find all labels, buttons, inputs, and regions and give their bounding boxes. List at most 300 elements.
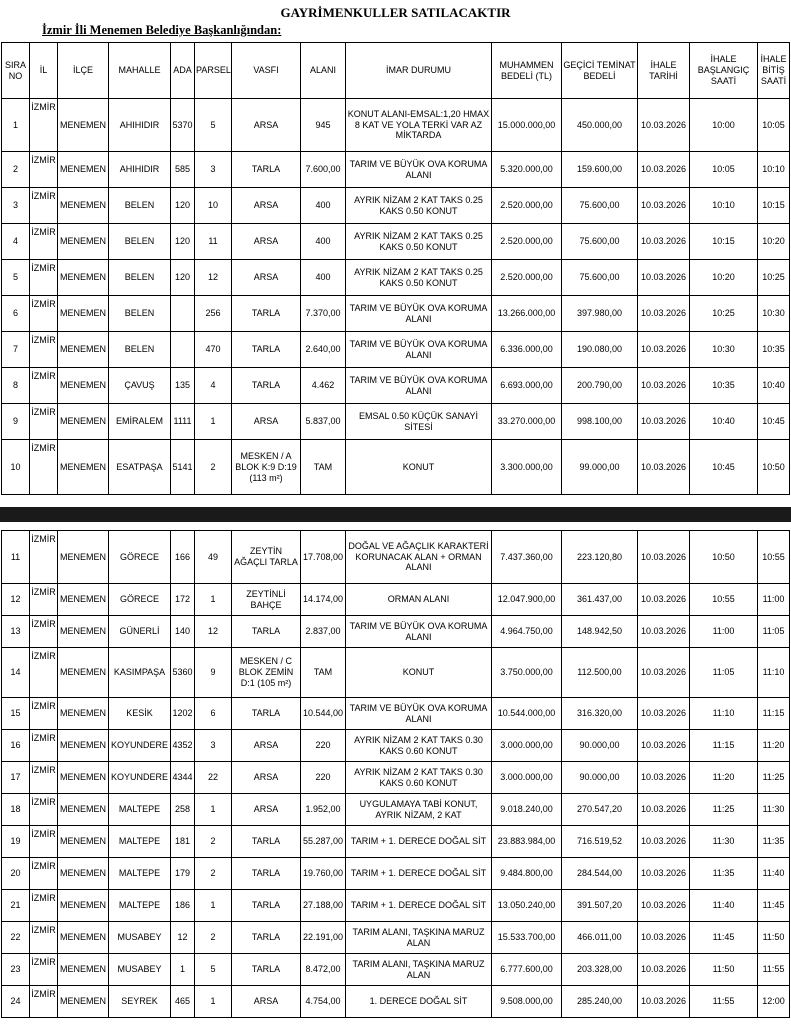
cell-tarih: 10.03.2026 xyxy=(638,616,690,648)
cell-imar: TARIM VE BÜYÜK OVA KORUMA ALANI xyxy=(346,332,492,368)
cell-tarih: 10.03.2026 xyxy=(638,986,690,1018)
cell-alani: TAM xyxy=(301,648,346,698)
cell-il: İZMİR xyxy=(30,332,58,368)
cell-teminat: 450.000,00 xyxy=(562,99,638,152)
table-row xyxy=(2,224,790,260)
cell-baslangic: 10:10 xyxy=(690,188,758,224)
cell-parsel: 256 xyxy=(195,296,232,332)
cell-teminat: 998.100,00 xyxy=(562,404,638,440)
cell-vasfi: TARLA xyxy=(232,616,301,648)
cell-alani: 2.640,00 xyxy=(301,332,346,368)
cell-vasfi: TARLA xyxy=(232,922,301,954)
cell-baslangic: 10:55 xyxy=(690,584,758,616)
table-row xyxy=(2,954,790,986)
cell-mahalle: BELEN xyxy=(109,224,171,260)
cell-ada: 135 xyxy=(171,368,195,404)
cell-ada: 120 xyxy=(171,260,195,296)
cell-teminat: 316.320,00 xyxy=(562,698,638,730)
cell-vasfi: MESKEN / A BLOK K:9 D:19 (113 m²) xyxy=(232,440,301,495)
cell-ada: 258 xyxy=(171,794,195,826)
cell-mahalle: SEYREK xyxy=(109,986,171,1018)
cell-mahalle: MALTEPE xyxy=(109,826,171,858)
table-row xyxy=(2,440,790,495)
cell-muhammen: 2.520.000,00 xyxy=(492,224,562,260)
cell-alani: TAM xyxy=(301,440,346,495)
cell-bitis: 10:15 xyxy=(758,188,790,224)
cell-tarih: 10.03.2026 xyxy=(638,826,690,858)
cell-baslangic: 11:05 xyxy=(690,648,758,698)
cell-parsel: 1 xyxy=(195,794,232,826)
cell-parsel: 10 xyxy=(195,188,232,224)
cell-vasfi: ARSA xyxy=(232,188,301,224)
cell-sira: 4 xyxy=(2,224,30,260)
cell-imar: TARIM + 1. DERECE DOĞAL SİT xyxy=(346,826,492,858)
cell-baslangic: 11:20 xyxy=(690,762,758,794)
table-row xyxy=(2,531,790,584)
cell-sira: 15 xyxy=(2,698,30,730)
cell-tarih: 10.03.2026 xyxy=(638,762,690,794)
cell-ada: 4352 xyxy=(171,730,195,762)
cell-il: İZMİR xyxy=(30,368,58,404)
table-row xyxy=(2,260,790,296)
cell-ilce: MENEMEN xyxy=(58,698,109,730)
cell-mahalle: ESATPAŞA xyxy=(109,440,171,495)
cell-imar: TARIM ALANI, TAŞKINA MARUZ ALAN xyxy=(346,954,492,986)
cell-parsel: 1 xyxy=(195,404,232,440)
cell-mahalle: MALTEPE xyxy=(109,794,171,826)
cell-vasfi: TARLA xyxy=(232,698,301,730)
cell-alani: 27.188,00 xyxy=(301,890,346,922)
cell-il: İZMİR xyxy=(30,616,58,648)
cell-il: İZMİR xyxy=(30,188,58,224)
cell-sira: 10 xyxy=(2,440,30,495)
cell-imar: DOĞAL VE AĞAÇLIK KARAKTERİ KORUNACAK ALAN + ORMAN ALANI xyxy=(346,531,492,584)
cell-il: İZMİR xyxy=(30,296,58,332)
table-row xyxy=(2,986,790,1018)
cell-mahalle: GÜNERLİ xyxy=(109,616,171,648)
table-row xyxy=(2,99,790,152)
cell-alani: 14.174,00 xyxy=(301,584,346,616)
cell-sira: 21 xyxy=(2,890,30,922)
cell-ada: 179 xyxy=(171,858,195,890)
cell-baslangic: 11:00 xyxy=(690,616,758,648)
cell-bitis: 10:10 xyxy=(758,152,790,188)
cell-vasfi: ARSA xyxy=(232,224,301,260)
cell-baslangic: 10:15 xyxy=(690,224,758,260)
cell-ilce: MENEMEN xyxy=(58,440,109,495)
cell-bitis: 11:10 xyxy=(758,648,790,698)
header-parsel: PARSEL xyxy=(195,43,232,99)
cell-bitis: 11:15 xyxy=(758,698,790,730)
cell-il: İZMİR xyxy=(30,698,58,730)
cell-baslangic: 10:20 xyxy=(690,260,758,296)
cell-il: İZMİR xyxy=(30,260,58,296)
cell-il: İZMİR xyxy=(30,826,58,858)
cell-parsel: 2 xyxy=(195,922,232,954)
cell-baslangic: 11:25 xyxy=(690,794,758,826)
cell-ilce: MENEMEN xyxy=(58,296,109,332)
cell-bitis: 10:30 xyxy=(758,296,790,332)
cell-teminat: 285.240,00 xyxy=(562,986,638,1018)
cell-ilce: MENEMEN xyxy=(58,730,109,762)
cell-alani: 7.600,00 xyxy=(301,152,346,188)
cell-alani: 4.462 xyxy=(301,368,346,404)
cell-tarih: 10.03.2026 xyxy=(638,296,690,332)
cell-ilce: MENEMEN xyxy=(58,260,109,296)
cell-muhammen: 15.533.700,00 xyxy=(492,922,562,954)
cell-muhammen: 2.520.000,00 xyxy=(492,188,562,224)
cell-il: İZMİR xyxy=(30,99,58,152)
cell-teminat: 90.000,00 xyxy=(562,730,638,762)
cell-bitis: 11:55 xyxy=(758,954,790,986)
cell-mahalle: ÇAVUŞ xyxy=(109,368,171,404)
cell-alani: 22.191,00 xyxy=(301,922,346,954)
cell-mahalle: KESİK xyxy=(109,698,171,730)
table-row xyxy=(2,794,790,826)
cell-bitis: 11:50 xyxy=(758,922,790,954)
table-row xyxy=(2,890,790,922)
cell-imar: TARIM VE BÜYÜK OVA KORUMA ALANI xyxy=(346,698,492,730)
cell-tarih: 10.03.2026 xyxy=(638,648,690,698)
cell-tarih: 10.03.2026 xyxy=(638,188,690,224)
cell-ada: 120 xyxy=(171,188,195,224)
cell-alani: 10.544,00 xyxy=(301,698,346,730)
cell-bitis: 10:55 xyxy=(758,531,790,584)
cell-ilce: MENEMEN xyxy=(58,616,109,648)
cell-il: İZMİR xyxy=(30,440,58,495)
cell-sira: 12 xyxy=(2,584,30,616)
cell-il: İZMİR xyxy=(30,890,58,922)
cell-vasfi: ARSA xyxy=(232,99,301,152)
cell-mahalle: BELEN xyxy=(109,260,171,296)
cell-mahalle: AHIHIDIR xyxy=(109,99,171,152)
cell-bitis: 10:25 xyxy=(758,260,790,296)
cell-tarih: 10.03.2026 xyxy=(638,922,690,954)
cell-imar: EMSAL 0.50 KÜÇÜK SANAYİ SİTESİ xyxy=(346,404,492,440)
cell-sira: 14 xyxy=(2,648,30,698)
cell-imar: AYRIK NİZAM 2 KAT TAKS 0.30 KAKS 0.60 KONUT xyxy=(346,730,492,762)
cell-bitis: 10:20 xyxy=(758,224,790,260)
cell-vasfi: MESKEN / C BLOK ZEMİN D:1 (105 m²) xyxy=(232,648,301,698)
cell-ilce: MENEMEN xyxy=(58,954,109,986)
cell-ada: 181 xyxy=(171,826,195,858)
cell-mahalle: AHIHIDIR xyxy=(109,152,171,188)
header-tarih: İHALE TARİHİ xyxy=(638,43,690,99)
cell-teminat: 75.600,00 xyxy=(562,260,638,296)
cell-bitis: 11:00 xyxy=(758,584,790,616)
cell-bitis: 11:30 xyxy=(758,794,790,826)
cell-imar: 1. DERECE DOĞAL SİT xyxy=(346,986,492,1018)
cell-baslangic: 10:35 xyxy=(690,368,758,404)
page-title: GAYRİMENKULLER SATILACAKTIR xyxy=(280,5,511,20)
property-table-part-2 xyxy=(1,530,790,1018)
table-row xyxy=(2,404,790,440)
cell-imar: AYRIK NİZAM 2 KAT TAKS 0.25 KAKS 0.50 KONUT xyxy=(346,224,492,260)
header-alani: ALANI xyxy=(301,43,346,99)
cell-teminat: 361.437,00 xyxy=(562,584,638,616)
cell-muhammen: 13.050.240,00 xyxy=(492,890,562,922)
cell-ada: 140 xyxy=(171,616,195,648)
cell-baslangic: 11:35 xyxy=(690,858,758,890)
cell-alani: 400 xyxy=(301,224,346,260)
cell-parsel: 1 xyxy=(195,890,232,922)
cell-ilce: MENEMEN xyxy=(58,584,109,616)
cell-imar: KONUT xyxy=(346,440,492,495)
cell-muhammen: 12.047.900,00 xyxy=(492,584,562,616)
cell-il: İZMİR xyxy=(30,858,58,890)
cell-muhammen: 6.777.600,00 xyxy=(492,954,562,986)
cell-imar: AYRIK NİZAM 2 KAT TAKS 0.25 KAKS 0.50 KONUT xyxy=(346,260,492,296)
cell-ada: 166 xyxy=(171,531,195,584)
cell-muhammen: 3.300.000,00 xyxy=(492,440,562,495)
cell-muhammen: 6.693.000,00 xyxy=(492,368,562,404)
table-row xyxy=(2,152,790,188)
table-row xyxy=(2,698,790,730)
cell-ada: 5360 xyxy=(171,648,195,698)
cell-parsel: 2 xyxy=(195,826,232,858)
cell-tarih: 10.03.2026 xyxy=(638,152,690,188)
cell-parsel: 3 xyxy=(195,730,232,762)
cell-mahalle: GÖRECE xyxy=(109,584,171,616)
cell-baslangic: 11:15 xyxy=(690,730,758,762)
cell-vasfi: ZEYTİNLİ BAHÇE xyxy=(232,584,301,616)
header-sira: SIRA NO xyxy=(2,43,30,99)
cell-imar: TARIM + 1. DERECE DOĞAL SİT xyxy=(346,858,492,890)
cell-mahalle: MALTEPE xyxy=(109,858,171,890)
cell-parsel: 5 xyxy=(195,954,232,986)
cell-il: İZMİR xyxy=(30,584,58,616)
cell-vasfi: ARSA xyxy=(232,260,301,296)
cell-il: İZMİR xyxy=(30,648,58,698)
cell-baslangic: 11:50 xyxy=(690,954,758,986)
table-row xyxy=(2,730,790,762)
cell-alani: 19.760,00 xyxy=(301,858,346,890)
cell-ilce: MENEMEN xyxy=(58,826,109,858)
cell-muhammen: 5.320.000,00 xyxy=(492,152,562,188)
cell-teminat: 716.519,52 xyxy=(562,826,638,858)
cell-muhammen: 15.000.000,00 xyxy=(492,99,562,152)
cell-alani: 400 xyxy=(301,260,346,296)
cell-bitis: 12:00 xyxy=(758,986,790,1018)
cell-vasfi: TARLA xyxy=(232,368,301,404)
cell-sira: 11 xyxy=(2,531,30,584)
cell-mahalle: BELEN xyxy=(109,188,171,224)
cell-parsel: 12 xyxy=(195,616,232,648)
cell-parsel: 4 xyxy=(195,368,232,404)
cell-sira: 6 xyxy=(2,296,30,332)
cell-muhammen: 3.000.000,00 xyxy=(492,730,562,762)
cell-ilce: MENEMEN xyxy=(58,648,109,698)
cell-alani: 1.952,00 xyxy=(301,794,346,826)
cell-baslangic: 10:50 xyxy=(690,531,758,584)
header-vasfi: VASFI xyxy=(232,43,301,99)
cell-ada: 4344 xyxy=(171,762,195,794)
cell-alani: 55.287,00 xyxy=(301,826,346,858)
cell-ilce: MENEMEN xyxy=(58,762,109,794)
cell-alani: 7.370,00 xyxy=(301,296,346,332)
cell-imar: AYRIK NİZAM 2 KAT TAKS 0.25 KAKS 0.50 KONUT xyxy=(346,188,492,224)
cell-vasfi: TARLA xyxy=(232,332,301,368)
cell-vasfi: TARLA xyxy=(232,152,301,188)
cell-imar: TARIM VE BÜYÜK OVA KORUMA ALANI xyxy=(346,368,492,404)
cell-ada: 1111 xyxy=(171,404,195,440)
cell-baslangic: 10:30 xyxy=(690,332,758,368)
table-row xyxy=(2,762,790,794)
cell-teminat: 148.942,50 xyxy=(562,616,638,648)
cell-teminat: 203.328,00 xyxy=(562,954,638,986)
cell-teminat: 112.500,00 xyxy=(562,648,638,698)
header-baslangic: İHALE BAŞLANGIÇ SAATİ xyxy=(690,43,758,99)
cell-mahalle: EMİRALEM xyxy=(109,404,171,440)
cell-baslangic: 10:40 xyxy=(690,404,758,440)
cell-parsel: 22 xyxy=(195,762,232,794)
cell-sira: 24 xyxy=(2,986,30,1018)
cell-muhammen: 2.520.000,00 xyxy=(492,260,562,296)
cell-alani: 17.708,00 xyxy=(301,531,346,584)
cell-bitis: 10:05 xyxy=(758,99,790,152)
cell-parsel: 2 xyxy=(195,440,232,495)
cell-il: İZMİR xyxy=(30,404,58,440)
cell-parsel: 470 xyxy=(195,332,232,368)
cell-baslangic: 10:25 xyxy=(690,296,758,332)
cell-muhammen: 9.508.000,00 xyxy=(492,986,562,1018)
cell-sira: 17 xyxy=(2,762,30,794)
cell-teminat: 159.600,00 xyxy=(562,152,638,188)
cell-tarih: 10.03.2026 xyxy=(638,698,690,730)
cell-baslangic: 10:00 xyxy=(690,99,758,152)
header-il: İL xyxy=(30,43,58,99)
table-row xyxy=(2,858,790,890)
cell-vasfi: ARSA xyxy=(232,794,301,826)
cell-ada: 12 xyxy=(171,922,195,954)
cell-bitis: 11:25 xyxy=(758,762,790,794)
cell-mahalle: GÖRECE xyxy=(109,531,171,584)
page-subtitle: İzmir İli Menemen Belediye Başkanlığından: xyxy=(42,23,282,37)
cell-bitis: 11:45 xyxy=(758,890,790,922)
cell-ilce: MENEMEN xyxy=(58,922,109,954)
cell-parsel: 49 xyxy=(195,531,232,584)
cell-ada xyxy=(171,332,195,368)
cell-imar: UYGULAMAYA TABİ KONUT, AYRIK NİZAM, 2 KAT xyxy=(346,794,492,826)
cell-il: İZMİR xyxy=(30,531,58,584)
cell-imar: TARIM VE BÜYÜK OVA KORUMA ALANI xyxy=(346,152,492,188)
cell-vasfi: ARSA xyxy=(232,404,301,440)
cell-bitis: 10:50 xyxy=(758,440,790,495)
cell-bitis: 10:40 xyxy=(758,368,790,404)
cell-sira: 13 xyxy=(2,616,30,648)
cell-teminat: 200.790,00 xyxy=(562,368,638,404)
cell-vasfi: ARSA xyxy=(232,986,301,1018)
cell-bitis: 11:20 xyxy=(758,730,790,762)
property-table-part-1 xyxy=(1,42,790,495)
cell-tarih: 10.03.2026 xyxy=(638,99,690,152)
header-teminat: GEÇİCİ TEMİNAT BEDELİ xyxy=(562,43,638,99)
cell-tarih: 10.03.2026 xyxy=(638,794,690,826)
cell-parsel: 2 xyxy=(195,858,232,890)
table-row xyxy=(2,296,790,332)
cell-sira: 8 xyxy=(2,368,30,404)
cell-alani: 4.754,00 xyxy=(301,986,346,1018)
cell-parsel: 1 xyxy=(195,986,232,1018)
cell-tarih: 10.03.2026 xyxy=(638,260,690,296)
cell-teminat: 75.600,00 xyxy=(562,224,638,260)
table-row xyxy=(2,826,790,858)
cell-muhammen: 13.266.000,00 xyxy=(492,296,562,332)
table-row xyxy=(2,922,790,954)
cell-imar: KONUT ALANI-EMSAL:1,20 HMAX 8 KAT VE YOLA TERKİ VAR AZ MİKTARDA xyxy=(346,99,492,152)
cell-muhammen: 6.336.000,00 xyxy=(492,332,562,368)
cell-mahalle: KASIMPAŞA xyxy=(109,648,171,698)
cell-ada: 585 xyxy=(171,152,195,188)
cell-sira: 7 xyxy=(2,332,30,368)
cell-tarih: 10.03.2026 xyxy=(638,404,690,440)
cell-muhammen: 7.437.360,00 xyxy=(492,531,562,584)
table-row xyxy=(2,368,790,404)
cell-il: İZMİR xyxy=(30,224,58,260)
cell-imar: TARIM VE BÜYÜK OVA KORUMA ALANI xyxy=(346,616,492,648)
cell-ilce: MENEMEN xyxy=(58,858,109,890)
cell-muhammen: 23.883.984,00 xyxy=(492,826,562,858)
cell-ilce: MENEMEN xyxy=(58,531,109,584)
cell-ilce: MENEMEN xyxy=(58,99,109,152)
cell-baslangic: 11:45 xyxy=(690,922,758,954)
cell-mahalle: MUSABEY xyxy=(109,922,171,954)
cell-mahalle: BELEN xyxy=(109,332,171,368)
cell-imar: TARIM + 1. DERECE DOĞAL SİT xyxy=(346,890,492,922)
header-muhammen: MUHAMMEN BEDELİ (TL) xyxy=(492,43,562,99)
cell-teminat: 397.980,00 xyxy=(562,296,638,332)
cell-parsel: 11 xyxy=(195,224,232,260)
cell-bitis: 11:35 xyxy=(758,826,790,858)
cell-alani: 400 xyxy=(301,188,346,224)
cell-ilce: MENEMEN xyxy=(58,794,109,826)
table-row xyxy=(2,616,790,648)
cell-sira: 19 xyxy=(2,826,30,858)
cell-muhammen: 3.750.000,00 xyxy=(492,648,562,698)
cell-bitis: 10:35 xyxy=(758,332,790,368)
cell-sira: 3 xyxy=(2,188,30,224)
cell-bitis: 11:05 xyxy=(758,616,790,648)
cell-teminat: 391.507,20 xyxy=(562,890,638,922)
cell-teminat: 75.600,00 xyxy=(562,188,638,224)
header-mahalle: MAHALLE xyxy=(109,43,171,99)
cell-mahalle: KOYUNDERE xyxy=(109,762,171,794)
header-ada: ADA xyxy=(171,43,195,99)
cell-ilce: MENEMEN xyxy=(58,224,109,260)
table-row xyxy=(2,648,790,698)
cell-tarih: 10.03.2026 xyxy=(638,858,690,890)
cell-il: İZMİR xyxy=(30,954,58,986)
cell-il: İZMİR xyxy=(30,794,58,826)
cell-bitis: 11:40 xyxy=(758,858,790,890)
cell-alani: 8.472,00 xyxy=(301,954,346,986)
cell-sira: 5 xyxy=(2,260,30,296)
cell-sira: 2 xyxy=(2,152,30,188)
cell-ada: 120 xyxy=(171,224,195,260)
cell-imar: KONUT xyxy=(346,648,492,698)
cell-imar: TARIM ALANI, TAŞKINA MARUZ ALAN xyxy=(346,922,492,954)
cell-alani: 945 xyxy=(301,99,346,152)
cell-baslangic: 11:30 xyxy=(690,826,758,858)
cell-il: İZMİR xyxy=(30,730,58,762)
cell-vasfi: TARLA xyxy=(232,826,301,858)
cell-muhammen: 33.270.000,00 xyxy=(492,404,562,440)
cell-tarih: 10.03.2026 xyxy=(638,730,690,762)
cell-ilce: MENEMEN xyxy=(58,332,109,368)
cell-imar: AYRIK NİZAM 2 KAT TAKS 0.30 KAKS 0.60 KONUT xyxy=(346,762,492,794)
cell-il: İZMİR xyxy=(30,986,58,1018)
cell-mahalle: BELEN xyxy=(109,296,171,332)
